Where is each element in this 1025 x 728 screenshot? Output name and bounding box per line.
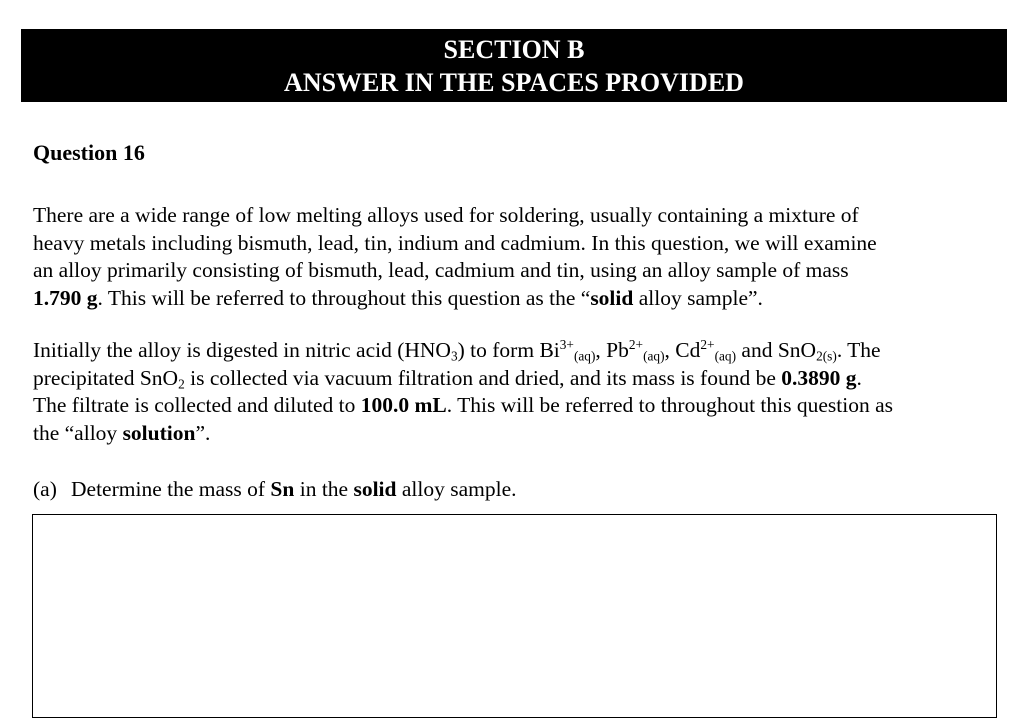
question-title: Question 16 [33,140,145,165]
section-header-banner [21,29,1007,102]
intro-line: heavy metals including bismuth, lead, tin, indium and cadmium. In this question, we will examine [33,230,877,255]
solid-emphasis: solid [353,477,397,501]
intro-paragraph [33,202,1003,312]
section-title: SECTION B [443,35,585,64]
intro-line: 1.790 g. This will be referred to throughout this question as the “solid alloy sample”. [33,285,763,310]
part-a-label: (a) [33,477,57,501]
digestion-paragraph [33,337,1003,447]
solid-emphasis: solid [590,285,634,310]
section-instruction: ANSWER IN THE SPACES PROVIDED [284,68,744,97]
intro-line: There are a wide range of low melting alloys used for soldering, usually containing a mixture of [33,203,859,227]
sample-mass: 1.790 g [33,285,98,310]
intro-line: an alloy primarily consisting of bismuth, lead, cadmium and tin, using an alloy sample of mass [33,258,849,282]
part-a-prompt: (a) Determine the mass of Sn in the solid alloy sample. [33,476,517,504]
precipitate-mass: 0.3890 g [781,365,857,390]
answer-box-part-a[interactable] [32,514,997,718]
tin-symbol: Sn [270,477,295,501]
solution-emphasis: solution [122,420,196,445]
digestion-line: The filtrate is collected and diluted to 100.0 mL. This will be referred to throughout this question as [33,393,894,417]
digestion-line: Initially the alloy is digested in nitric acid $(HNO_3)$ to form $Bi^{3+}_{(aq)}$, $Pb^{2+}_{(aq)}$, $Cd^{2+}_{(aq)}$ and SnO$_{2(s)}$. The [33,336,881,364]
digestion-line: the “alloy solution”. [33,420,211,445]
digestion-line: precipitated SnO$_2$ is collected via vacuum filtration and dried, and its mass is found be 0.3890 g. [33,365,862,392]
dilution-volume: 100.0 mL [360,393,447,417]
